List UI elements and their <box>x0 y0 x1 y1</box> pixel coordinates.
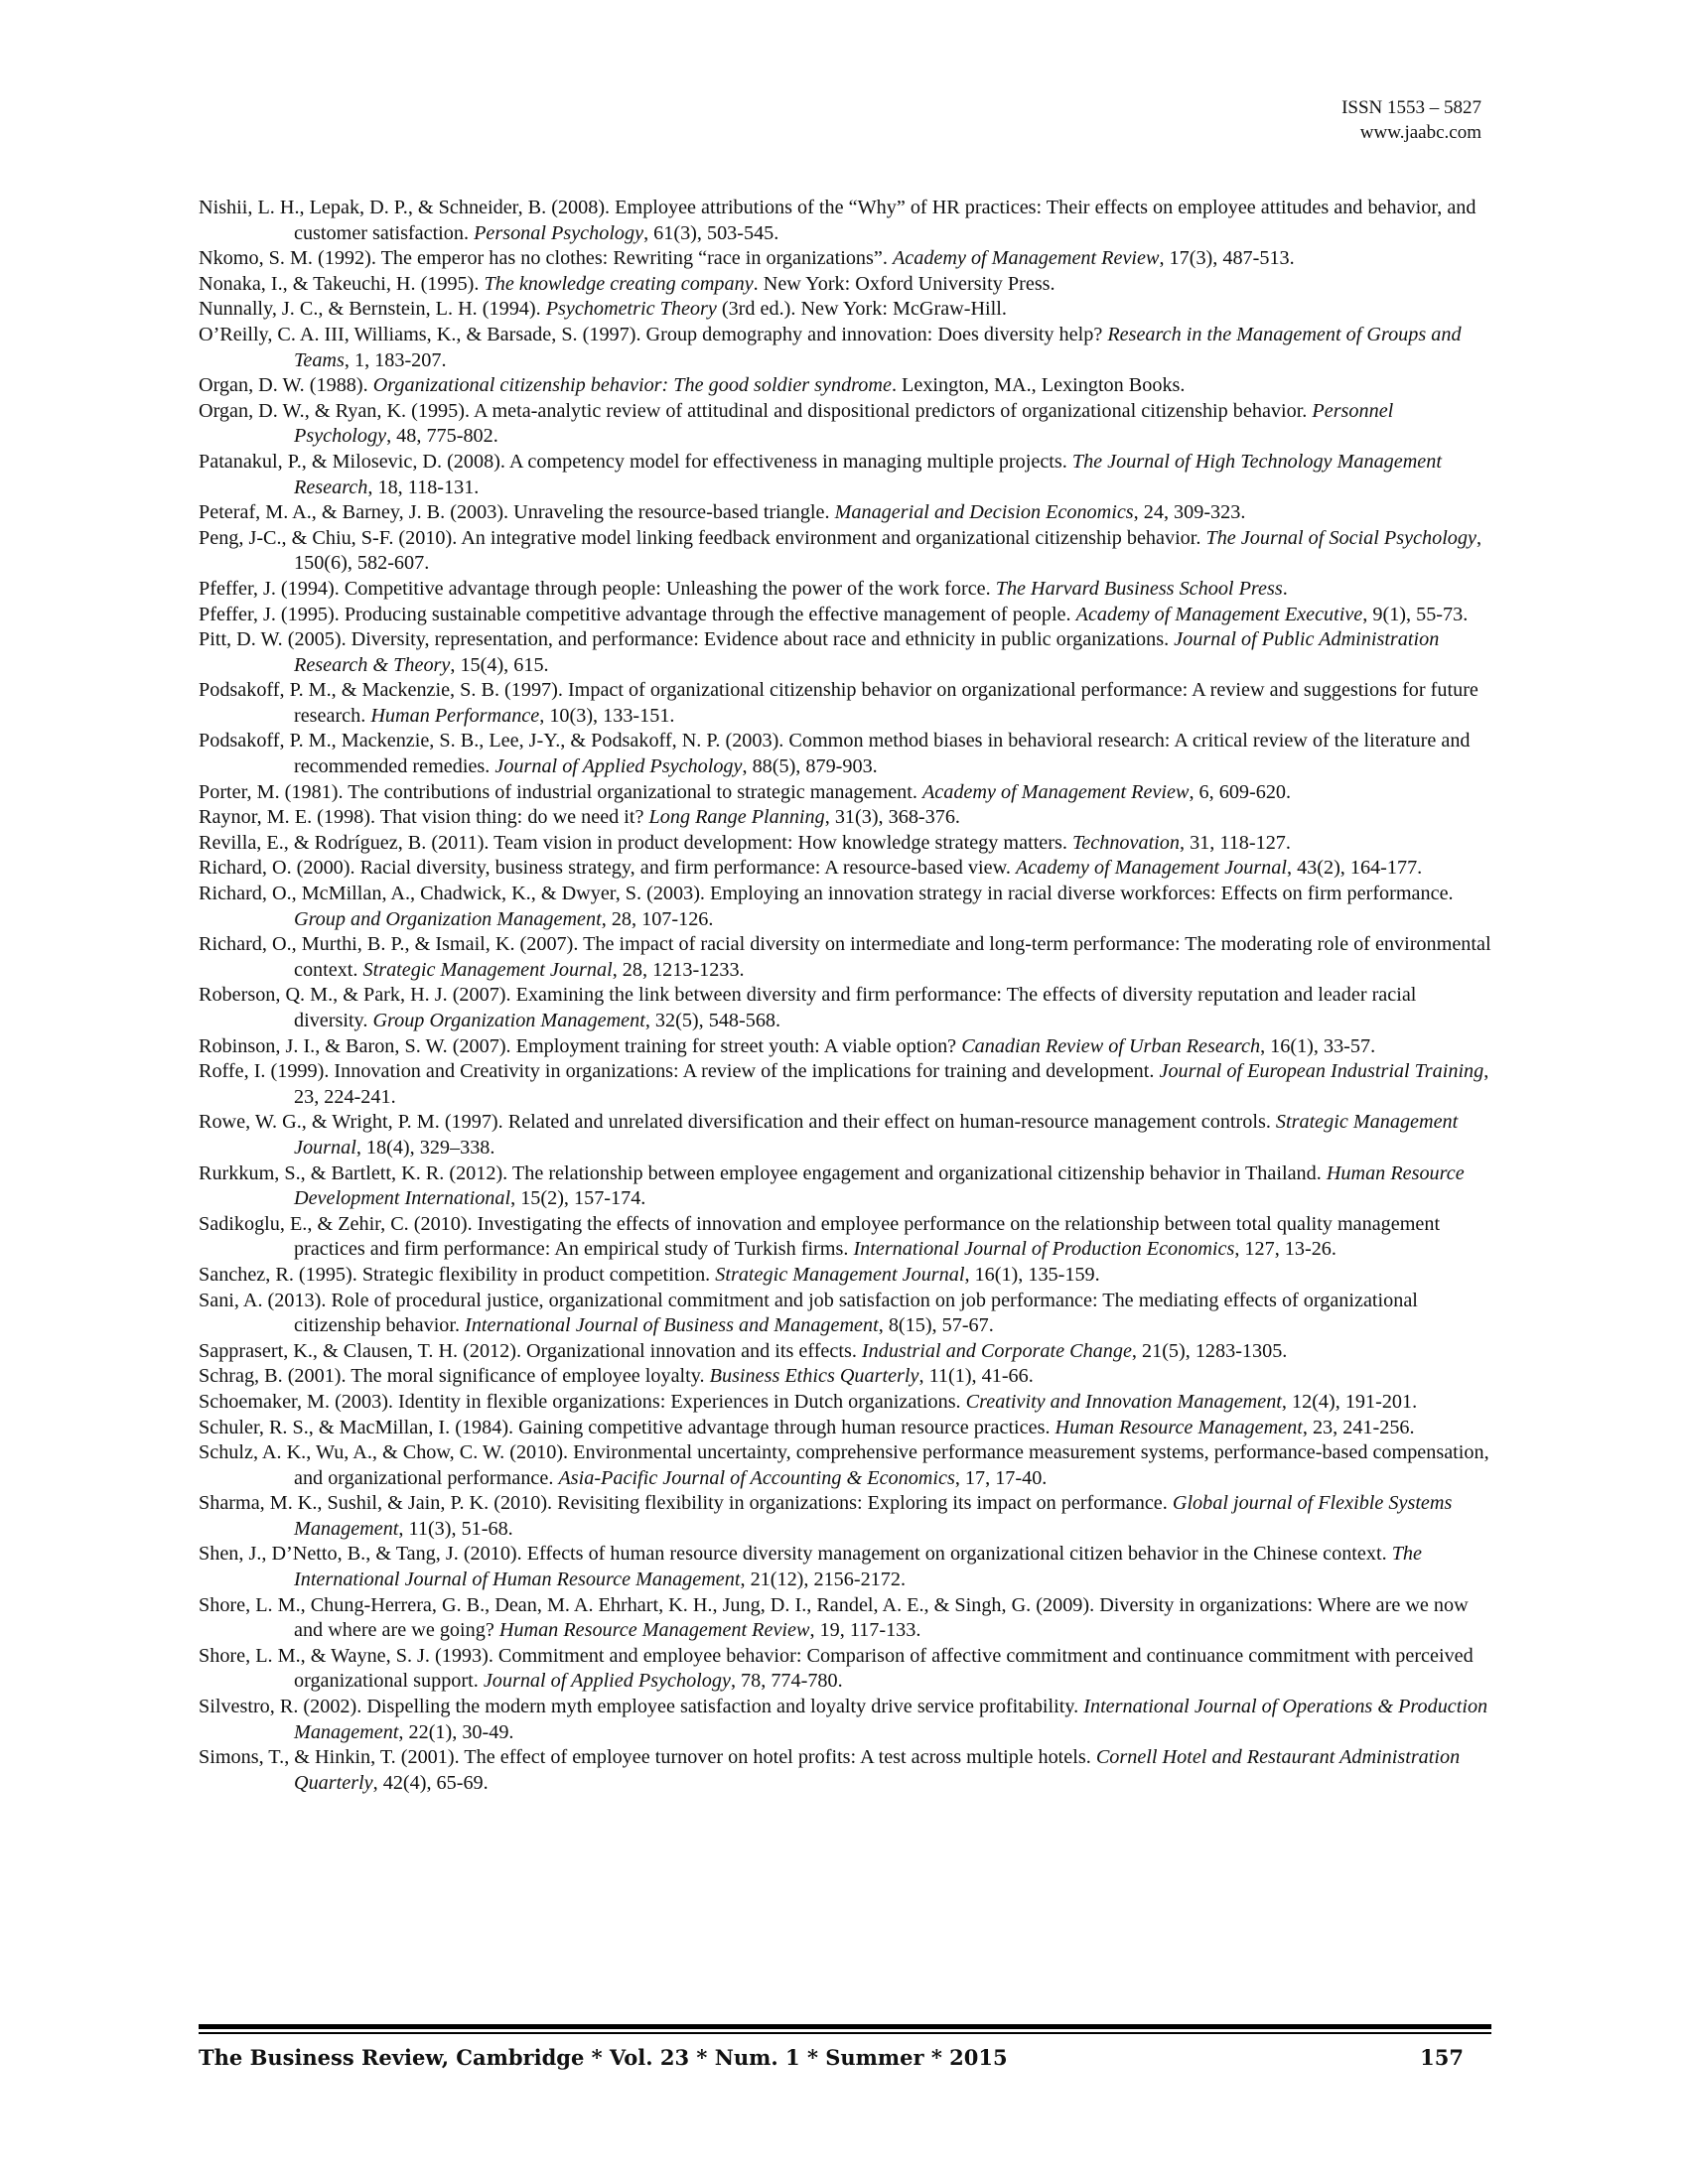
reference-text: Organ, D. W., & Ryan, K. (1995). A meta-analytic review of attitudinal and dispositional predictors of organizational citizenship behavior. <box>199 399 1313 422</box>
reference-source-title: The Harvard Business School Press <box>995 577 1283 600</box>
reference-source-title: Journal of European Industrial Training <box>1159 1060 1484 1083</box>
reference-entry <box>199 373 1491 399</box>
reference-volume-pages: , 11(1), 41-66. <box>918 1365 1034 1388</box>
reference-source-title: Technovation <box>1071 831 1180 854</box>
footer-divider <box>199 2024 1491 2029</box>
reference-volume-pages: , 31(3), 368-376. <box>824 806 960 829</box>
reference-entry <box>199 450 1491 500</box>
reference-entry <box>199 1390 1491 1416</box>
reference-entry <box>199 1161 1491 1212</box>
reference-source-title: Strategic Management Journal <box>715 1263 965 1286</box>
reference-volume-pages: , 88(5), 879-903. <box>742 755 878 778</box>
reference-text: Podsakoff, P. M., & Mackenzie, S. B. (1997). Impact of organizational citizenship behavior on organizational performance: A review and suggestions for future research. <box>199 679 1478 727</box>
reference-volume-pages: , 15(4), 615. <box>450 653 549 676</box>
reference-source-title: International Journal of Production Economics <box>853 1238 1235 1261</box>
reference-entry <box>199 882 1491 932</box>
reference-volume-pages: , 78, 774-780. <box>730 1670 843 1693</box>
reference-entry <box>199 1263 1491 1289</box>
reference-source-title: Business Ethics Quarterly <box>709 1365 919 1388</box>
reference-source-title: Human Resource Management <box>1055 1416 1303 1438</box>
reference-text: Rurkkum, S., & Bartlett, K. R. (2012). The relationship between employee engagement and organizational citizenship behavior in Thailand. <box>199 1161 1327 1184</box>
page-number: 157 <box>1420 2045 1464 2070</box>
reference-text: Peng, J-C., & Chiu, S-F. (2010). An integrative model linking feedback environment and organizational citizenship behavior. <box>199 526 1206 549</box>
reference-source-title: Academy of Management Journal <box>1015 857 1287 880</box>
reference-volume-pages: , 19, 117-133. <box>809 1619 921 1642</box>
reference-volume-pages: , 21(5), 1283-1305. <box>1131 1339 1288 1362</box>
reference-volume-pages: , 1, 183-207. <box>344 348 447 371</box>
reference-source-title: Psychometric Theory <box>545 298 717 321</box>
reference-source-title: The Journal of Social Psychology <box>1205 526 1477 549</box>
reference-volume-pages: , 28, 107-126. <box>601 907 714 930</box>
reference-text: Sanchez, R. (1995). Strategic flexibility in product competition. <box>199 1263 716 1286</box>
reference-entry <box>199 500 1491 526</box>
reference-entry <box>199 1034 1491 1060</box>
reference-entry <box>199 627 1491 678</box>
page-header <box>1341 95 1481 145</box>
reference-text: Nishii, L. H., Lepak, D. P., & Schneider, B. (2008). Employee attributions of the “Why” of HR practices: Their effects on employee attitudes and behavior, and customer satisfaction. <box>199 197 1477 244</box>
reference-text: Shore, L. M., & Wayne, S. J. (1993). Commitment and employee behavior: Comparison of affective commitment and continuance commitment with perceived organizational support. <box>199 1644 1474 1693</box>
reference-source-title: Academy of Management Review <box>892 247 1160 270</box>
reference-source-title: Human Performance <box>370 704 540 727</box>
reference-text: Podsakoff, P. M., Mackenzie, S. B., Lee, J-Y., & Podsakoff, N. P. (2003). Common method biases in behavioral research: A critical review of the literature and recommended remedies. <box>199 730 1471 778</box>
reference-volume-pages: , 43(2), 164-177. <box>1286 857 1423 880</box>
reference-source-title: International Journal of Operations & Production Management <box>294 1696 1488 1743</box>
reference-text: Richard, O., McMillan, A., Chadwick, K., & Dwyer, S. (2003). Employing an innovation strategy in racial diverse workforces: Effects on firm performance. <box>199 883 1454 905</box>
reference-source-title: International Journal of Business and Management <box>465 1314 879 1337</box>
reference-text: Raynor, M. E. (1998). That vision thing: do we need it? <box>199 806 649 829</box>
reference-entry <box>199 678 1491 729</box>
reference-volume-pages: . <box>1282 577 1288 600</box>
reference-source-title: The knowledge creating company <box>484 272 754 295</box>
reference-volume-pages: , 12(4), 191-201. <box>1281 1390 1418 1413</box>
reference-volume-pages: , 6, 609-620. <box>1189 780 1292 803</box>
journal-citation: The Business Review, Cambridge * Vol. 23 * Num. 1 * Summer * 2015 <box>199 2045 1008 2070</box>
reference-entry <box>199 196 1491 246</box>
reference-entry <box>199 323 1491 373</box>
reference-text: Richard, O. (2000). Racial diversity, business strategy, and firm performance: A resource-based view. <box>199 857 1016 880</box>
reference-entry <box>199 1440 1491 1491</box>
reference-volume-pages: , 9(1), 55-73. <box>1362 603 1469 625</box>
reference-entry <box>199 729 1491 779</box>
reference-source-title: Academy of Management Executive <box>1075 603 1363 625</box>
reference-source-title: Research in the Management of Groups and Teams <box>294 323 1462 371</box>
reference-volume-pages: , 23, 241-256. <box>1302 1416 1415 1438</box>
reference-text: Pfeffer, J. (1995). Producing sustainable competitive advantage through the effective management of people. <box>199 603 1076 625</box>
reference-volume-pages: , 17(3), 487-513. <box>1159 247 1295 270</box>
reference-entry <box>199 1491 1491 1542</box>
reference-list <box>199 196 1491 1796</box>
reference-text: Patanakul, P., & Milosevic, D. (2008). A competency model for effectiveness in managing multiple projects. <box>199 450 1072 473</box>
reference-source-title: Journal of Applied Psychology <box>483 1670 731 1693</box>
reference-source-title: Group and Organization Management <box>294 907 602 930</box>
reference-source-title: Organizational citizenship behavior: The good soldier syndrome <box>372 374 892 397</box>
reference-entry <box>199 1339 1491 1365</box>
reference-volume-pages: , 127, 13-26. <box>1234 1238 1336 1261</box>
reference-volume-pages: , 28, 1213-1233. <box>612 958 745 981</box>
reference-text: Sadikoglu, E., & Zehir, C. (2010). Investigating the effects of innovation and employee performance on the relationship between total quality management practices and firm performance: An empirical study of Turkish firms. <box>199 1212 1441 1261</box>
reference-entry <box>199 1745 1491 1796</box>
reference-volume-pages: . New York: Oxford University Press. <box>753 272 1055 295</box>
reference-entry <box>199 1644 1491 1695</box>
reference-volume-pages: (3rd ed.). New York: McGraw-Hill. <box>716 298 1007 321</box>
reference-source-title: The International Journal of Human Resource Management <box>294 1543 1422 1591</box>
reference-volume-pages: , 42(4), 65-69. <box>372 1771 489 1794</box>
page-footer <box>199 2045 1464 2070</box>
reference-entry <box>199 399 1491 450</box>
reference-entry <box>199 577 1491 603</box>
reference-entry <box>199 1593 1491 1644</box>
reference-volume-pages: , 8(15), 57-67. <box>878 1314 994 1337</box>
issn-label: ISSN 1553 – 5827 <box>1341 97 1481 118</box>
reference-entry <box>199 1364 1491 1390</box>
reference-source-title: Global journal of Flexible Systems Management <box>294 1492 1453 1540</box>
reference-source-title: Journal of Public Administration Research & Theory <box>294 628 1440 676</box>
reference-text: Schrag, B. (2001). The moral significance of employee loyalty. <box>199 1365 710 1388</box>
reference-text: Simons, T., & Hinkin, T. (2001). The effect of employee turnover on hotel profits: A test across multiple hotels. <box>199 1746 1096 1769</box>
reference-volume-pages: , 21(12), 2156-2172. <box>740 1569 906 1591</box>
reference-entry <box>199 983 1491 1033</box>
footer-divider-thin <box>199 2032 1491 2034</box>
reference-source-title: Academy of Management Review <box>921 780 1190 803</box>
reference-source-title: Creativity and Innovation Management <box>965 1390 1282 1413</box>
reference-source-title: Group Organization Management <box>372 1010 645 1031</box>
reference-entry <box>199 272 1491 298</box>
reference-text: Revilla, E., & Rodríguez, B. (2011). Team vision in product development: How knowledge strategy matters. <box>199 831 1072 854</box>
reference-text: Pitt, D. W. (2005). Diversity, representation, and performance: Evidence about race and ethnicity in public organizations. <box>199 628 1175 651</box>
reference-volume-pages: , 22(1), 30-49. <box>398 1720 514 1743</box>
reference-entry <box>199 297 1491 323</box>
reference-text: Pfeffer, J. (1994). Competitive advantage through people: Unleashing the power of the work force. <box>199 577 996 600</box>
reference-text: Peteraf, M. A., & Barney, J. B. (2003). Unraveling the resource-based triangle. <box>199 501 835 524</box>
reference-entry <box>199 1212 1491 1263</box>
reference-source-title: Human Resource Development International <box>294 1161 1465 1210</box>
reference-text: Richard, O., Murthi, B. P., & Ismail, K. (2007). The impact of racial diversity on intermediate and long-term performance: The moderating role of environmental context. <box>199 933 1491 981</box>
reference-source-title: Managerial and Decision Economics <box>834 501 1134 524</box>
reference-volume-pages: , 31, 118-127. <box>1179 831 1291 854</box>
reference-text: Sani, A. (2013). Role of procedural justice, organizational commitment and job satisfaction on job performance: The mediating effects of organizational citizenship behavior. <box>199 1289 1418 1337</box>
reference-source-title: Long Range Planning <box>648 806 825 829</box>
reference-volume-pages: , 16(1), 33-57. <box>1260 1034 1376 1057</box>
reference-volume-pages: , 24, 309-323. <box>1133 501 1246 524</box>
reference-source-title: Industrial and Corporate Change <box>861 1339 1132 1362</box>
reference-entry <box>199 1110 1491 1160</box>
reference-volume-pages: , 15(2), 157-174. <box>510 1187 646 1210</box>
reference-volume-pages: , 10(3), 133-151. <box>539 704 675 727</box>
reference-text: Nonaka, I., & Takeuchi, H. (1995). <box>199 272 485 295</box>
reference-text: Roffe, I. (1999). Innovation and Creativity in organizations: A review of the implications for training and development. <box>199 1060 1160 1083</box>
reference-volume-pages: , 17, 17-40. <box>954 1466 1048 1489</box>
reference-volume-pages: , 23, 224-241. <box>294 1060 1489 1108</box>
reference-text: Sharma, M. K., Sushil, & Jain, P. K. (2010). Revisiting flexibility in organizations: Exploring its impact on performance. <box>199 1492 1173 1515</box>
reference-text: Shen, J., D’Netto, B., & Tang, J. (2010). Effects of human resource diversity management on organizational citizen behavior in the Chinese context. <box>199 1543 1392 1566</box>
reference-text: O’Reilly, C. A. III, Williams, K., & Barsade, S. (1997). Group demography and innovation: Does diversity help? <box>199 323 1108 345</box>
reference-source-title: Asia-Pacific Journal of Accounting & Economics <box>558 1466 955 1489</box>
reference-source-title: Personnel Psychology <box>294 399 1394 448</box>
reference-entry <box>199 1695 1491 1745</box>
reference-text: Roberson, Q. M., & Park, H. J. (2007). Examining the link between diversity and firm performance: The effects of diversity reputation and leader racial diversity. <box>199 984 1417 1031</box>
reference-volume-pages: , 150(6), 582-607. <box>294 526 1481 575</box>
reference-entry <box>199 246 1491 272</box>
reference-text: Porter, M. (1981). The contributions of industrial organizational to strategic management. <box>199 780 922 803</box>
reference-volume-pages: . Lexington, MA., Lexington Books. <box>891 374 1186 397</box>
reference-text: Organ, D. W. (1988). <box>199 374 373 397</box>
reference-volume-pages: , 61(3), 503-545. <box>643 221 779 244</box>
reference-volume-pages: , 18(4), 329–338. <box>355 1136 495 1159</box>
reference-text: Schulz, A. K., Wu, A., & Chow, C. W. (2010). Environmental uncertainty, comprehensive performance measurement systems, performance-based compensation, and organizational performance. <box>199 1441 1489 1489</box>
reference-entry <box>199 932 1491 983</box>
website-label: www.jaabc.com <box>1359 122 1481 143</box>
reference-volume-pages: , 18, 118-131. <box>367 476 480 498</box>
reference-source-title: The Journal of High Technology Management Research <box>294 450 1442 498</box>
reference-entry <box>199 1059 1491 1110</box>
reference-text: Nkomo, S. M. (1992). The emperor has no clothes: Rewriting “race in organizations”. <box>199 247 893 270</box>
reference-source-title: Personal Psychology <box>474 221 644 244</box>
reference-text: Schuler, R. S., & MacMillan, I. (1984). Gaining competitive advantage through human resource practices. <box>199 1416 1055 1438</box>
reference-volume-pages: , 32(5), 548-568. <box>644 1010 781 1031</box>
reference-entry <box>199 1416 1491 1441</box>
reference-text: Silvestro, R. (2002). Dispelling the modern myth employee satisfaction and loyalty drive service profitability. <box>199 1696 1084 1718</box>
reference-volume-pages: , 16(1), 135-159. <box>964 1263 1100 1286</box>
reference-entry <box>199 831 1491 857</box>
reference-entry <box>199 526 1491 577</box>
reference-volume-pages: , 11(3), 51-68. <box>398 1517 513 1540</box>
reference-text: Rowe, W. G., & Wright, P. M. (1997). Related and unrelated diversification and their effect on human-resource management controls. <box>199 1111 1276 1134</box>
reference-source-title: Strategic Management Journal <box>294 1111 1459 1159</box>
reference-text: Robinson, J. I., & Baron, S. W. (2007). Employment training for street youth: A viable option? <box>199 1034 962 1057</box>
reference-entry <box>199 780 1491 806</box>
reference-text: Shore, L. M., Chung-Herrera, G. B., Dean, M. A. Ehrhart, K. H., Jung, D. I., Randel, A. E., & Singh, G. (2009). Diversity in organizations: Where are we now and where are we going? <box>199 1593 1469 1642</box>
reference-source-title: Journal of Applied Psychology <box>494 755 743 778</box>
reference-text: Schoemaker, M. (2003). Identity in flexible organizations: Experiences in Dutch organizations. <box>199 1390 966 1413</box>
reference-source-title: Canadian Review of Urban Research <box>961 1034 1261 1057</box>
reference-volume-pages: , 48, 775-802. <box>386 425 498 448</box>
reference-entry <box>199 805 1491 831</box>
reference-entry <box>199 1542 1491 1592</box>
reference-entry <box>199 856 1491 882</box>
reference-source-title: Human Resource Management Review <box>498 1619 810 1642</box>
reference-text: Nunnally, J. C., & Bernstein, L. H. (1994). <box>199 298 546 321</box>
reference-source-title: Strategic Management Journal <box>362 958 613 981</box>
reference-entry <box>199 1289 1491 1339</box>
reference-source-title: Cornell Hotel and Restaurant Administration Quarterly <box>294 1746 1461 1794</box>
reference-entry <box>199 603 1491 628</box>
reference-text: Sapprasert, K., & Clausen, T. H. (2012). Organizational innovation and its effects. <box>199 1339 862 1362</box>
